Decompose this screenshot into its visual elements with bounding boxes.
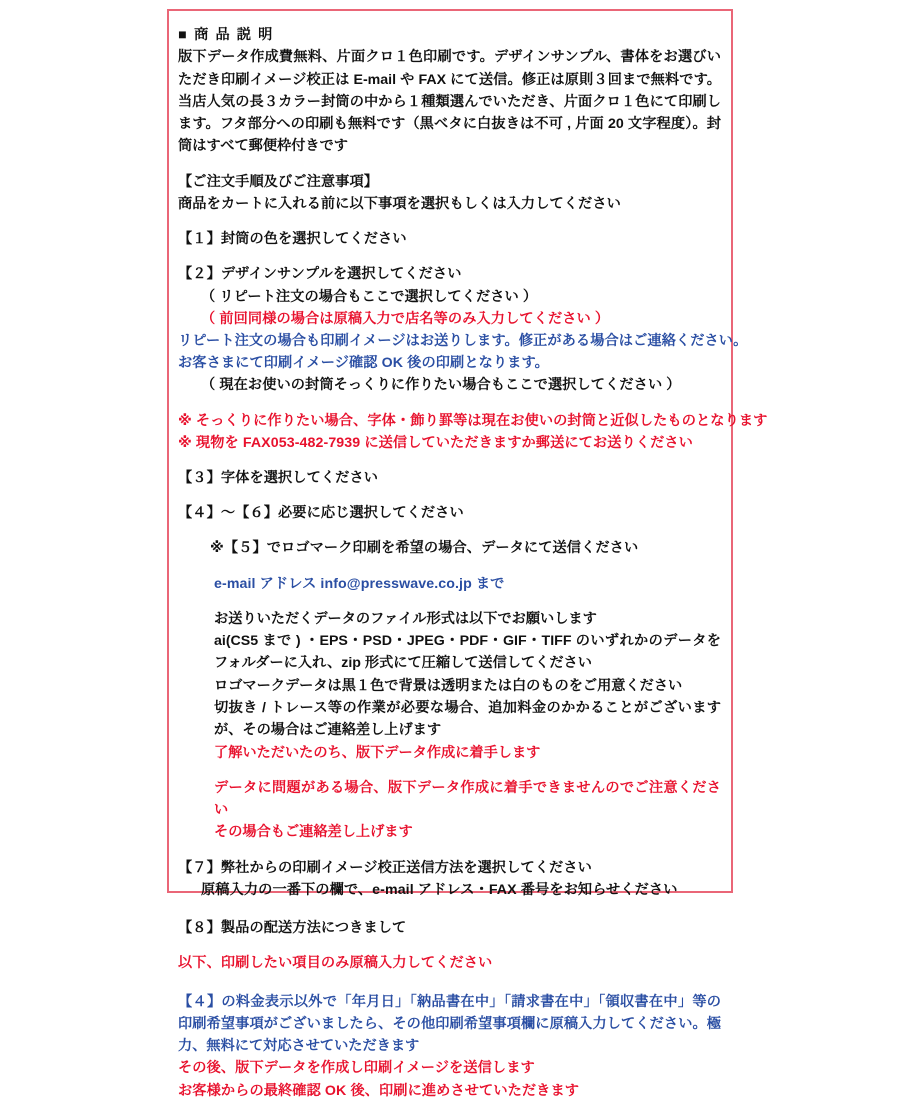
data-format-line-5: 了解いただいたのち、版下データ作成に着手します — [214, 744, 541, 761]
intro-paragraph: 版下データ作成費無料、片面クロ１色印刷です。デザインサンプル、書体をお選びいただき印刷イメージ校正は E-mail や FAX にて送信。修正は原則３回まで無料です。当店人気の長３カラー封筒の中から１種類選んでいただき、片面クロ１色にて印刷します。フタ部分への印刷も無料です（黒ベタに白抜きは不可 , 片面 20 文字程度）。封筒はすべて郵便枠付きです — [178, 49, 721, 155]
order-section-subtitle: 商品をカートに入れる前に以下事項を選択もしくは入力してください — [178, 195, 621, 212]
step-7-label: 【７】弊社からの印刷イメージ校正送信方法を選択してください — [178, 859, 592, 876]
step-2-note-red: （ 前回同様の場合は原稿入力で店名等のみ入力してください ） — [201, 310, 610, 327]
step-4to6-label: 【４】〜【６】必要に応じ選択してください — [178, 505, 464, 522]
step-3-label: 【３】字体を選択してください — [178, 469, 379, 486]
warning-line-1: ※ そっくりに作りたい場合、字体・飾り罫等は現在お使いの封筒と近似したものとなります — [178, 412, 768, 429]
logo-data-note: ※【５】でロゴマーク印刷を希望の場合、データにて送信ください — [210, 540, 639, 557]
step-2-label: 【２】デザインサンプルを選択してください — [178, 266, 462, 283]
footer-blue-paragraph: 【４】の料金表示以外で「年月日」「納品書在中」「請求書在中」「領収書在中」等の印刷希望事項がございましたら、その他印刷希望事項欄に原稿入力してください。極力、無料にて対応させていただきます — [178, 993, 721, 1055]
data-problem-contact: その場合もご連絡差し上げます — [214, 824, 413, 841]
page-title — [178, 24, 721, 46]
manuscript-entry-notice: 以下、印刷したい項目のみ原稿入力してください — [178, 955, 493, 972]
order-section-title: 【ご注文手順及びご注意事項】 — [178, 173, 379, 190]
product-description-panel — [167, 9, 768, 1099]
data-format-line-1: お送りいただくデータのファイル形式は以下でお願いします — [214, 610, 597, 627]
email-address-line: e-mail アドレス info@presswave.co.jp まで — [214, 575, 505, 592]
data-problem-warning: データに問題がある場合、版下データ作成に着手できませんのでご注意ください — [214, 779, 721, 819]
footer-red-line-2: お客様からの最終確認 OK 後、印刷に進めさせていただきます — [178, 1082, 580, 1099]
warning-line-2: ※ 現物を FAX053-482-7939 に送信していただきますか郵送にてお送りください — [178, 434, 693, 451]
step-2-note-black-2: （ 現在お使いの封筒そっくりに作りたい場合もここで選択してください ） — [201, 377, 681, 394]
step-7-detail: 原稿入力の一番下の欄で、e-mail アドレス・FAX 番号をお知らせください — [201, 881, 678, 898]
data-format-line-2: ai(CS5 まで ) ・EPS・PSD・JPEG・PDF・GIF・TIFF のいずれかのデータをフォルダーに入れ、zip 形式にて圧縮して送信してください — [214, 633, 721, 672]
data-format-line-4: 切抜き / トレース等の作業が必要な場合、追加料金のかかることがございますが、その場合はご連絡差し上げます — [214, 699, 721, 739]
page-title-text: 商 品 説 明 — [194, 27, 274, 43]
step-1-label: 【１】封筒の色を選択してください — [178, 231, 407, 248]
step-2-note-black: （ リピート注文の場合もここで選択してください ） — [201, 288, 538, 305]
square-bullet-icon: ■ — [178, 27, 189, 43]
step-8-label: 【８】製品の配送方法につきまして — [178, 920, 407, 937]
data-format-line-3: ロゴマークデータは黒１色で背景は透明または白のものをご用意ください — [214, 677, 683, 694]
step-2-note-blue-2: お客さまにて印刷イメージ確認 OK 後の印刷となります。 — [178, 355, 549, 372]
step-2-note-blue-1: リピート注文の場合も印刷イメージはお送りします。修正がある場合はご連絡ください。 — [178, 332, 748, 349]
footer-red-line-1: その後、版下データを作成し印刷イメージを送信します — [178, 1060, 535, 1077]
